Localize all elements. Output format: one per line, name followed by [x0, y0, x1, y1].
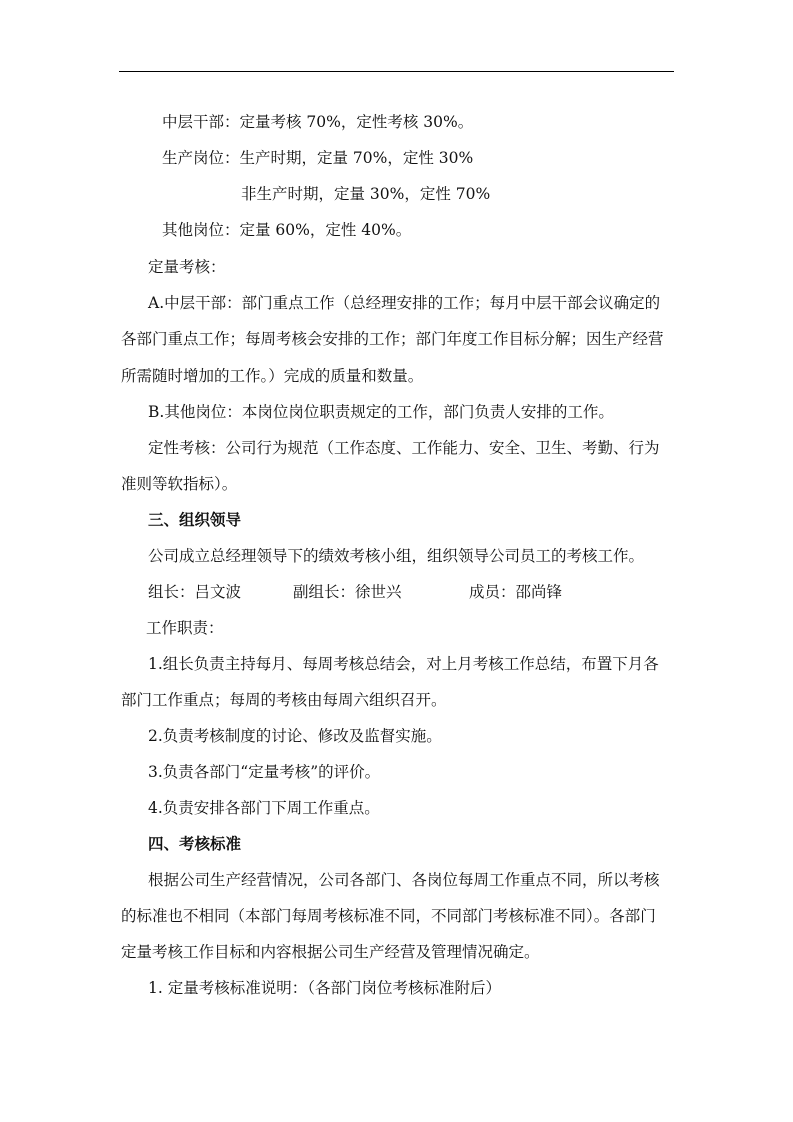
quant-a-line-2: 各部门重点工作；每周考核会安排的工作；部门年度工作目标分解；因生产经营	[121, 330, 664, 348]
group-leader: 组长：吕文波	[148, 583, 242, 601]
weight-mid-level: 中层干部：定量考核 70%，定性考核 30%。	[162, 113, 474, 131]
section-4-item-1: 1. 定量考核标准说明：（各部门岗位考核标准附后）	[148, 979, 501, 997]
duty-1-line-1: 1.组长负责主持每月、每周考核总结会，对上月考核工作总结，布置下月各	[148, 655, 659, 673]
header-rule	[119, 71, 674, 72]
duty-3: 3.负责各部门“定量考核”的评价。	[148, 763, 381, 781]
duties-title: 工作职责：	[146, 619, 224, 637]
weight-production: 生产岗位：生产时期，定量 70%，定性 30%	[162, 149, 474, 167]
weight-non-production: 非生产时期，定量 30%，定性 70%	[241, 185, 491, 203]
duty-1-line-2: 部门工作重点；每周的考核由每周六组织召开。	[121, 691, 447, 709]
duty-4: 4.负责安排各部门下周工作重点。	[148, 799, 380, 817]
section-4-para-line-3: 定量考核工作目标和内容根据公司生产经营及管理情况确定。	[121, 943, 540, 961]
weight-other: 其他岗位：定量 60%，定性 40%。	[162, 221, 412, 239]
section-4-para-line-2: 的标准也不相同（本部门每周考核标准不同，不同部门考核标准不同）。各部门	[121, 907, 656, 925]
quant-a-line-3: 所需随时增加的工作。）完成的质量和数量。	[121, 367, 424, 385]
duty-2: 2.负责考核制度的讨论、修改及监督实施。	[148, 727, 442, 745]
group-deputy: 副组长：徐世兴	[293, 583, 402, 601]
section-4-para-line-1: 根据公司生产经营情况，公司各部门、各岗位每周工作重点不同，所以考核	[148, 871, 660, 889]
section-3-title: 三、组织领导	[148, 510, 242, 529]
qual-line-2: 准则等软指标）。	[121, 475, 238, 493]
qual-line-1: 定性考核：公司行为规范（工作态度、工作能力、安全、卫生、考勤、行为	[148, 439, 660, 457]
quant-b-line: B.其他岗位：本岗位岗位职责规定的工作，部门负责人安排的工作。	[148, 403, 614, 421]
section-4-title: 四、考核标准	[148, 834, 242, 853]
quant-a-line-1: A.中层干部：部门重点工作（总经理安排的工作；每月中层干部会议确定的	[148, 294, 661, 312]
group-member: 成员：邵尚锋	[469, 583, 563, 601]
section-3-intro: 公司成立总经理领导下的绩效考核小组，组织领导公司员工的考核工作。	[148, 547, 645, 565]
quant-heading: 定量考核：	[148, 258, 226, 276]
